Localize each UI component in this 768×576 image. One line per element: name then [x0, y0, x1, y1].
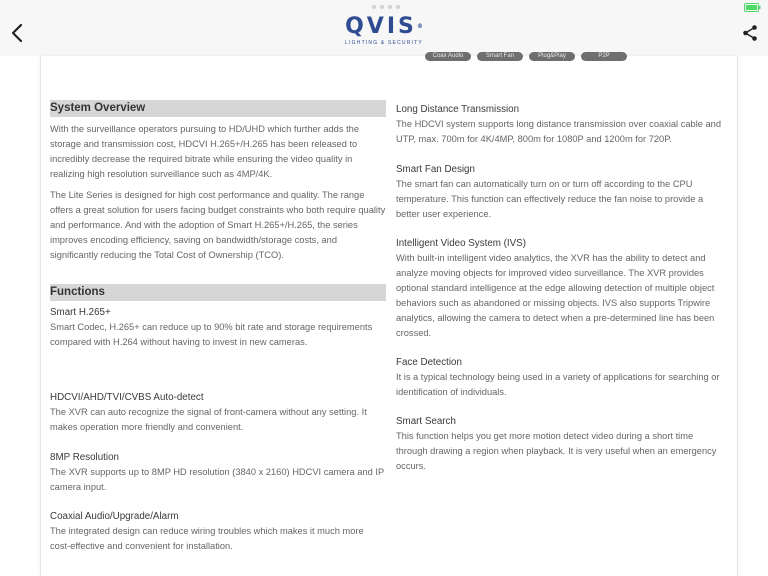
battery-icon: [744, 3, 761, 12]
feature-body: The HDCVI system supports long distance transmission over coaxial cable and UTP, max. 700m for 4K/4MP, 800m for 1080P and 1200m for 720P.: [396, 119, 722, 144]
function-title: Smart H.265+: [50, 307, 111, 318]
feature-title: Intelligent Video System (IVS): [396, 238, 526, 249]
back-arrow-icon[interactable]: [8, 22, 28, 44]
function-body: The integrated design can reduce wiring troubles which makes it much more cost-effective and convenient for installation.: [50, 526, 364, 551]
function-body: The XVR can auto recognize the signal of front-camera without any setting. It makes operation more friendly and convenient.: [50, 407, 367, 432]
function-body: Smart Codec, H.265+ can reduce up to 90% bit rate and storage requirements compared with H.264 without having to invest in new cameras.: [50, 322, 373, 347]
function-item: [50, 306, 386, 350]
function-item: [50, 451, 386, 495]
function-title: HDCVI/AHD/TVI/CVBS Auto-detect: [50, 392, 204, 403]
feature-item: [396, 356, 726, 400]
feature-item: [396, 415, 726, 474]
section-header-system-overview: System Overview: [50, 100, 386, 117]
feature-badge: Smart Fan: [477, 52, 523, 61]
feature-badges: [425, 52, 627, 61]
overview-paragraph: With the surveillance operators pursuing to HD/UHD which further adds the storage and transmission cost, HDCVI H.265+/H.265 has been released to incredibly decrease the required bitrate while ensuring the video quality in realizing high resolution surveillance such as 4MP/4K.: [50, 124, 360, 179]
feature-badge: P2P: [581, 52, 627, 61]
feature-body: With built-in intelligent video analytics, the XVR has the ability to detect and analyze moving objects for improved video surveillance. The XVR provides optional standard intelligence at the edge allowing detection of multiple object behaviors such as abandoned or missing objects. IVS also supports Tripwire analytics, allowing the camera to detect when a pre-determined line has been crossed.: [396, 253, 715, 338]
feature-badge: Coax Audio: [425, 52, 471, 61]
function-title: 8MP Resolution: [50, 452, 119, 463]
feature-item: [396, 237, 726, 341]
share-icon[interactable]: [742, 24, 758, 42]
function-body: The XVR supports up to 8MP HD resolution (3840 x 2160) HDCVI camera and IP camera input.: [50, 467, 384, 492]
feature-title: Face Detection: [396, 357, 462, 368]
brand-logo: QVIS® LIGHTING & SECURITY: [334, 16, 434, 50]
page-indicator: [372, 5, 400, 9]
feature-title: Smart Fan Design: [396, 164, 475, 175]
overview-paragraph: The Lite Series is designed for high cost performance and quality. The range offers a great solution for users facing budget constraints who both require quality and performance. And with the adoption of Smart H.265+/H.265, the series improves encoding efficiency, saving on bandwidth/storage costs, and significantly reducing the Total Cost of Ownership (TCO).: [50, 190, 386, 260]
feature-body: The smart fan can automatically turn on or turn off according to the CPU temperature. This function can effectively reduce the fan noise to provide a better user experience.: [396, 179, 704, 219]
function-title: Coaxial Audio/Upgrade/Alarm: [50, 511, 179, 522]
top-app-bar: [0, 0, 768, 56]
feature-title: Long Distance Transmission: [396, 104, 520, 115]
feature-badge: Plug&Play: [529, 52, 575, 61]
function-item: [50, 391, 386, 435]
brand-tagline: LIGHTING & SECURITY: [345, 40, 423, 46]
section-header-functions: Functions: [50, 284, 386, 301]
feature-title: Smart Search: [396, 416, 456, 427]
feature-item: [396, 163, 726, 222]
feature-body: It is a typical technology being used in a variety of applications for searching or identification of individuals.: [396, 372, 720, 397]
feature-body: This function helps you get more motion detect video during a short time through drawing a region when playback. It is very useful when an emergency occurs.: [396, 431, 717, 471]
left-column: [50, 100, 386, 551]
feature-item: [396, 103, 726, 147]
function-item: [50, 510, 386, 554]
